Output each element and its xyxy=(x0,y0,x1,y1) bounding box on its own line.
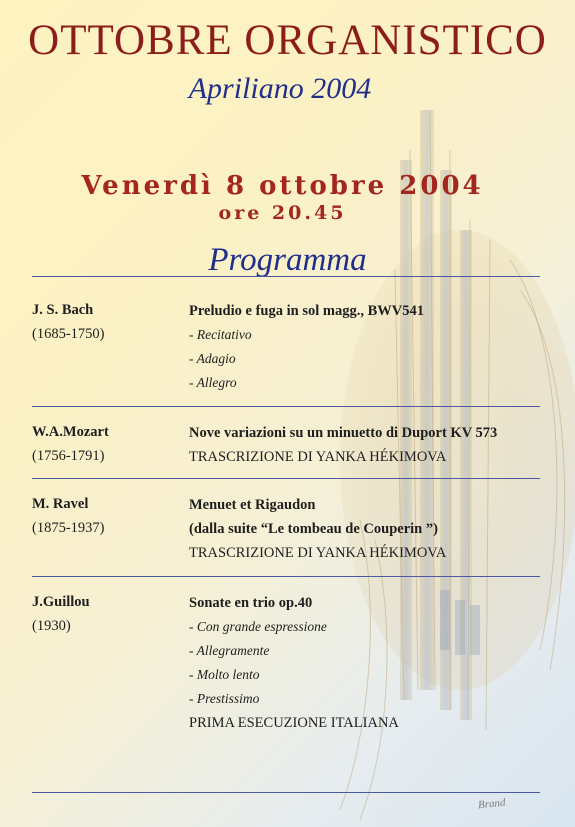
work-title: Preludio e fuga in sol magg., BWV541 xyxy=(189,303,424,319)
program-heading: Programma xyxy=(208,242,367,278)
work-list xyxy=(189,424,549,472)
divider xyxy=(32,478,540,479)
movement: - Prestissimo xyxy=(189,691,260,706)
divider xyxy=(32,792,540,793)
composer-name: J. S. Bach xyxy=(32,302,94,318)
concert-date: Venerdì 8 ottobre 2004 xyxy=(81,171,484,201)
transcription-note: TRASCRIZIONE DI YANKA HÉKIMOVA xyxy=(189,545,447,561)
composer-years: (1875-1937) xyxy=(32,520,105,536)
festival-subtitle: Apriliano 2004 xyxy=(188,72,372,105)
composer-name: M. Ravel xyxy=(32,496,89,512)
composer-name: J.Guillou xyxy=(32,594,90,610)
concert-time: ore 20.45 xyxy=(218,202,347,224)
divider xyxy=(32,576,540,577)
movement: - Recitativo xyxy=(189,327,252,342)
work-title: Menuet et Rigaudon xyxy=(189,497,316,513)
work-list xyxy=(189,496,549,568)
premiere-note: PRIMA ESECUZIONE ITALIANA xyxy=(189,715,399,731)
work-subtitle: (dalla suite “Le tombeau de Couperin ”) xyxy=(189,521,438,537)
work-title: Sonate en trio op.40 xyxy=(189,595,313,611)
transcription-note: TRASCRIZIONE DI YANKA HÉKIMOVA xyxy=(189,449,447,465)
divider xyxy=(32,406,540,407)
work-list xyxy=(189,302,549,398)
movement: - Adagio xyxy=(189,351,236,366)
work-list xyxy=(189,594,549,738)
divider xyxy=(32,276,540,277)
movement: - Allegro xyxy=(189,375,237,390)
composer-years: (1756-1791) xyxy=(32,448,105,464)
movement: - Allegramente xyxy=(189,643,270,658)
artist-signature: Brand xyxy=(477,796,507,812)
composer-name: W.A.Mozart xyxy=(32,424,109,440)
work-title: Nove variazioni su un minuetto di Duport KV 573 xyxy=(189,425,498,441)
composer-years: (1685-1750) xyxy=(32,326,105,342)
composer-years: (1930) xyxy=(32,618,71,634)
movement: - Molto lento xyxy=(189,667,260,682)
festival-title: OTTOBRE ORGANISTICO xyxy=(28,17,547,64)
movement: - Con grande espressione xyxy=(189,619,327,634)
